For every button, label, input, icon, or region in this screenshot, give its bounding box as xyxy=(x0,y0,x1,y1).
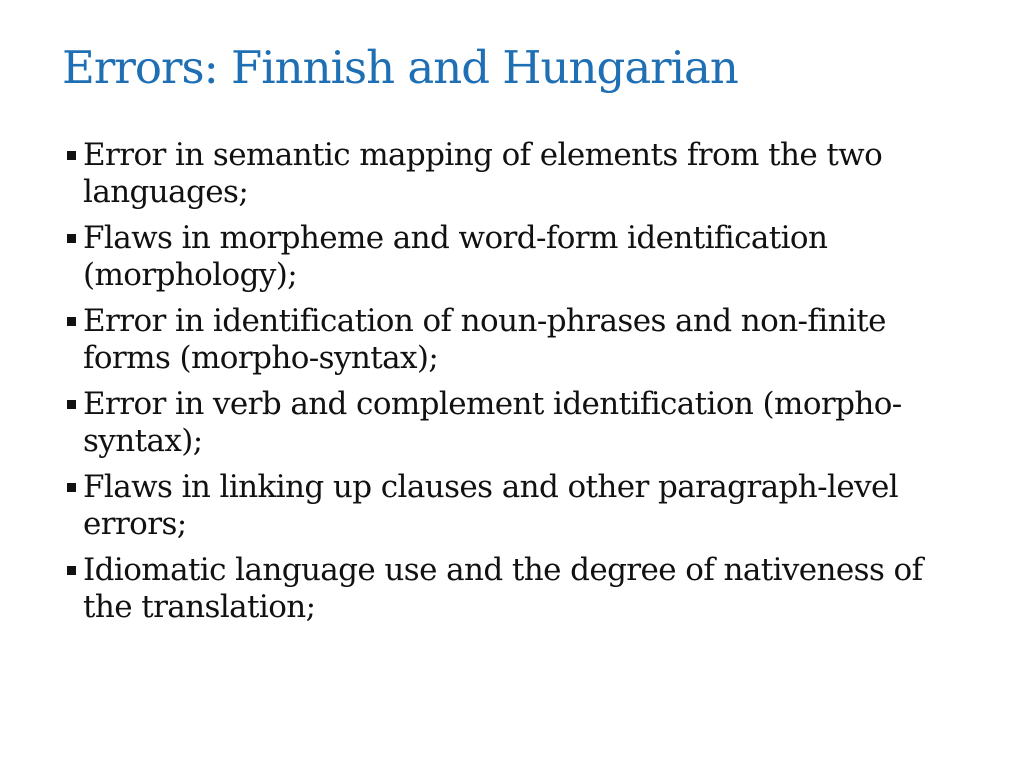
square-bullet-icon xyxy=(67,234,76,243)
bullet-item-morphology xyxy=(62,220,972,294)
bullet-item-semantic-mapping xyxy=(62,137,972,211)
bullet-item-noun-phrases xyxy=(62,303,972,377)
square-bullet-icon xyxy=(67,483,76,492)
square-bullet-icon xyxy=(67,151,76,160)
bullet-text: Flaws in morpheme and word-form identification (morphology); xyxy=(83,220,828,293)
bullet-text: Error in identification of noun-phrases and non-finite forms (morpho-syntax); xyxy=(83,303,886,376)
bullet-item-linking-clauses xyxy=(62,469,972,543)
bullet-text: Idiomatic language use and the degree of nativeness of the translation; xyxy=(83,552,923,625)
square-bullet-icon xyxy=(67,317,76,326)
bullet-text: Flaws in linking up clauses and other paragraph-level errors; xyxy=(83,469,899,542)
square-bullet-icon xyxy=(67,566,76,575)
bullet-list xyxy=(62,137,972,635)
slide-title: Errors: Finnish and Hungarian xyxy=(62,41,738,94)
bullet-item-idiomatic-use xyxy=(62,552,972,626)
bullet-text: Error in semantic mapping of elements from the two languages; xyxy=(83,137,883,210)
bullet-item-verb-complement xyxy=(62,386,972,460)
square-bullet-icon xyxy=(67,400,76,409)
bullet-text: Error in verb and complement identification (morpho-syntax); xyxy=(83,386,902,459)
